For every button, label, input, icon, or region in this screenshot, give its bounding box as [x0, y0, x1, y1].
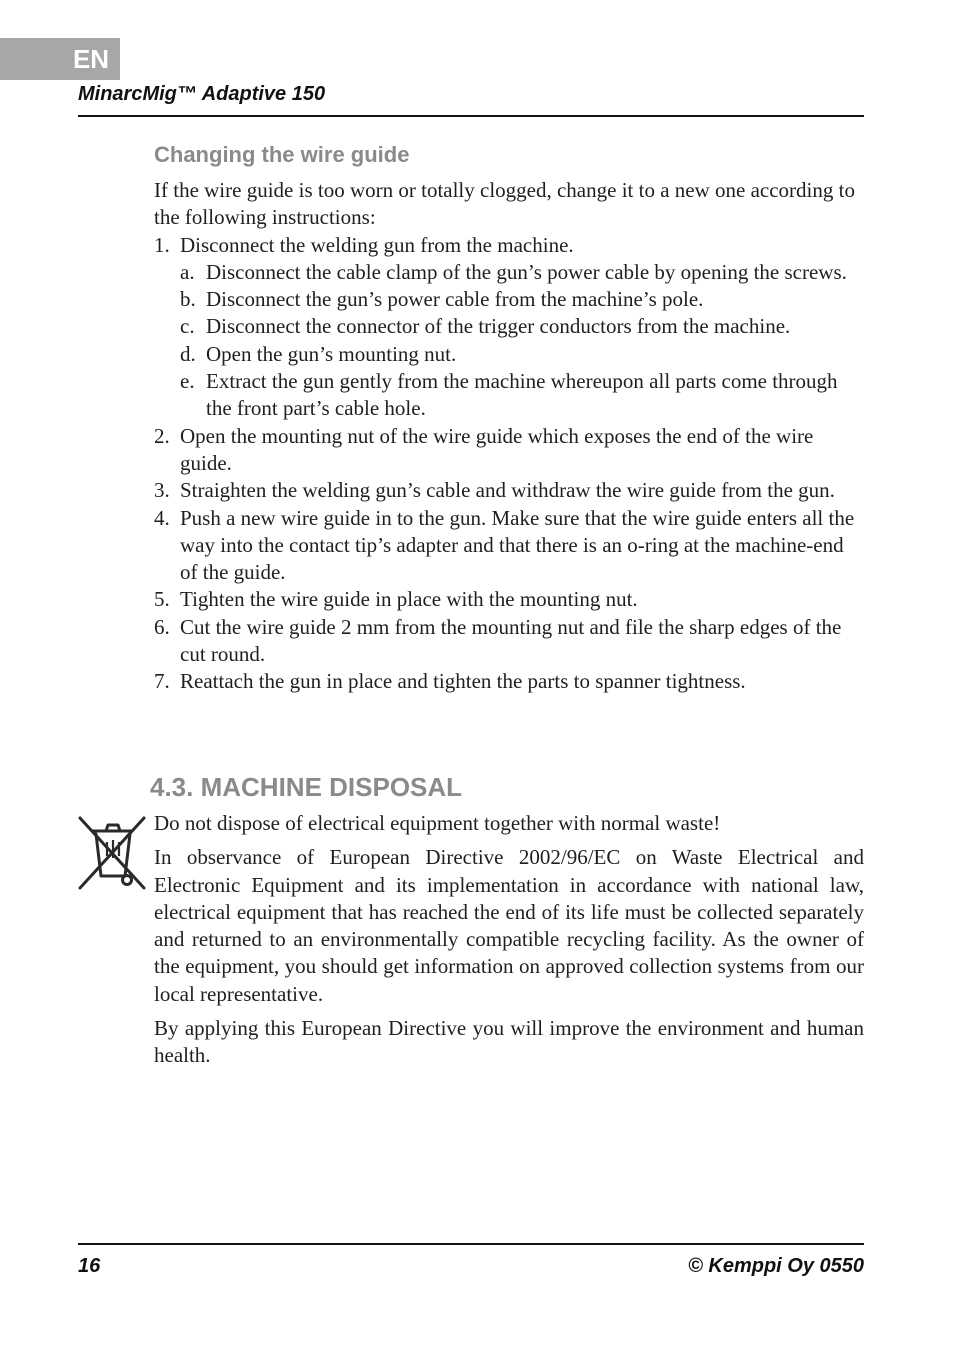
step-number: 3. [154, 478, 170, 503]
list-item [154, 586, 864, 613]
wire-guide-section [154, 142, 864, 696]
list-item [154, 505, 864, 587]
footer-rule [78, 1243, 864, 1245]
weee-crossed-bin-icon [76, 814, 148, 892]
step-number: 2. [154, 423, 170, 448]
step-number: 7. [154, 669, 170, 694]
step-number: 5. [154, 587, 170, 612]
step-number: 6. [154, 614, 170, 639]
step-number: 4. [154, 505, 170, 530]
disposal-section [154, 810, 864, 1077]
language-label: EN [72, 43, 110, 74]
step-text: Cut the wire guide 2 mm from the mounting nut and file the sharp edges of the cut round. [180, 614, 842, 667]
step-text: Open the mounting nut of the wire guide which exposes the end of the wire guide. [180, 423, 814, 475]
page-number: 16 [78, 1255, 101, 1277]
list-item [154, 614, 864, 669]
sub-step-text: Open the gun’s mounting nut. [206, 341, 457, 366]
language-tab [0, 38, 120, 80]
step-text: Tighten the wire guide in place with the mounting nut. [180, 587, 638, 612]
step-text: Push a new wire guide in to the gun. Make sure that the wire guide enters all the way into the contact tip’s adapter and that there is an o-ring at the machine-end of the guide. [180, 505, 855, 585]
sub-step-text: Extract the gun gently from the machine whereupon all parts come through the front part’s cable hole. [206, 369, 838, 421]
sub-step-letter: c. [180, 314, 195, 339]
sub-step-letter: d. [180, 341, 196, 366]
list-item [154, 286, 864, 313]
disposal-warning: Do not dispose of electrical equipment together with normal waste! [154, 811, 721, 835]
copyright: © Kemppi Oy 0550 [688, 1255, 864, 1277]
instruction-list [154, 232, 864, 696]
disposal-closing-text: By applying this European Directive you will improve the environment and human health. [154, 1016, 864, 1068]
step-number: 1. [154, 232, 170, 257]
disposal-directive-text: In observance of European Directive 2002/96/EC on Waste Electrical and Electronic Equipment and its implementation in accordance with national law, electrical equipment that has reached the end of its life must be collected separately and returned to an environmentally compatible recycling facility. As the owner of the equipment, you should get information on approved collection systems from our local representative. [154, 845, 864, 1006]
header-rule [78, 115, 864, 117]
wire-guide-title: Changing the wire guide [154, 142, 410, 167]
list-item [154, 423, 864, 478]
step-text: Straighten the welding gun’s cable and withdraw the wire guide from the gun. [180, 478, 835, 503]
product-name: MinarcMig™ Adaptive 150 [78, 83, 326, 105]
list-item [154, 368, 864, 423]
list-item [154, 259, 864, 286]
list-item [154, 477, 864, 504]
step-text: Reattach the gun in place and tighten the parts to spanner tightness. [180, 669, 746, 694]
list-item [154, 668, 864, 695]
list-item [154, 313, 864, 340]
sub-step-text: Disconnect the connector of the trigger conductors from the machine. [206, 314, 791, 339]
list-item [154, 341, 864, 368]
sub-step-text: Disconnect the cable clamp of the gun’s power cable by opening the screws. [206, 259, 847, 284]
wire-guide-intro: If the wire guide is too worn or totally clogged, change it to a new one according to the following instructions: [154, 178, 855, 230]
sub-step-letter: b. [180, 287, 196, 312]
list-item [154, 232, 864, 259]
sub-step-letter: e. [180, 369, 195, 394]
machine-disposal-title: 4.3. MACHINE DISPOSAL [150, 772, 463, 802]
sub-step-text: Disconnect the gun’s power cable from the machine’s pole. [206, 287, 704, 312]
sub-step-letter: a. [180, 259, 195, 284]
step-text: Disconnect the welding gun from the machine. [180, 232, 574, 257]
